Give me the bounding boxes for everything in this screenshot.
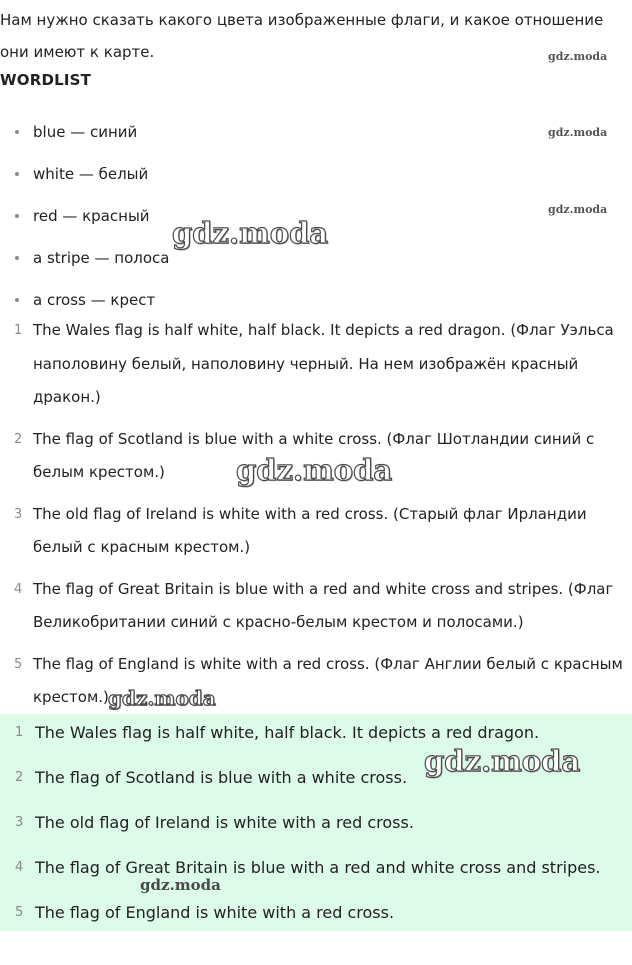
watermark: gdz.moda <box>236 453 393 487</box>
answer-text: The flag of England is white with a red cross. (Флаг Англии белый с красным крестом.) <box>33 654 623 706</box>
short-answer-number: 4 <box>15 860 24 875</box>
answer-number: 2 <box>14 431 23 447</box>
short-answer-number: 3 <box>15 815 24 830</box>
wordlist-item <box>0 111 169 153</box>
short-answer-number: 2 <box>15 770 24 785</box>
short-answer-text: The flag of Great Britain is blue with a red and white cross and stripes. <box>35 858 601 877</box>
watermark: gdz.moda <box>424 744 581 778</box>
short-answer-text: The Wales flag is half white, half black. It depicts a red dragon. <box>35 723 540 742</box>
answer-list <box>0 314 630 723</box>
answer-item <box>0 498 630 565</box>
bullet-icon <box>15 214 19 218</box>
bullet-icon <box>15 172 19 176</box>
short-answer-item <box>0 759 632 804</box>
wordlist-item-text: a stripe — полоса <box>33 249 170 267</box>
short-answer-text: The old flag of Ireland is white with a red cross. <box>35 813 414 832</box>
answer-text: The Wales flag is half white, half black. It depicts a red dragon. (Флаг Уэльса наполовину белый, наполовину черный. На нем изображён красный дракон.) <box>33 321 614 406</box>
answer-item <box>0 573 630 640</box>
short-answer-number: 1 <box>15 725 24 740</box>
wordlist-item-text: blue — синий <box>33 123 138 141</box>
wordlist <box>0 111 169 321</box>
watermark: gdz.moda <box>548 126 608 139</box>
short-answer-item <box>0 894 632 939</box>
wordlist-item <box>0 237 169 279</box>
answer-number: 3 <box>14 506 23 522</box>
wordlist-item-text: red — красный <box>33 207 150 225</box>
intro-text: Нам нужно сказать какого цвета изображенные флаги, и какое отношение они имеют к карте. <box>0 11 604 61</box>
short-answer-item <box>0 804 632 849</box>
answer-item <box>0 423 630 490</box>
short-answer-item <box>0 714 632 759</box>
short-answer-number: 5 <box>15 905 24 920</box>
wordlist-heading: WORDLIST <box>0 71 92 89</box>
watermark: gdz.moda <box>140 876 221 894</box>
answer-text: The flag of Scotland is blue with a white cross. (Флаг Шотландии синий с белым крестом.) <box>33 429 595 481</box>
wordlist-item-text: white — белый <box>33 165 149 183</box>
bullet-icon <box>15 130 19 134</box>
wordlist-item <box>0 153 169 195</box>
answer-item <box>0 648 630 715</box>
watermark: gdz.moda <box>108 686 216 710</box>
watermark: gdz.moda <box>548 50 608 63</box>
wordlist-item <box>0 195 169 237</box>
bullet-icon <box>15 256 19 260</box>
answer-number: 4 <box>14 581 23 597</box>
answer-number: 1 <box>14 323 23 338</box>
short-answer-list <box>0 714 632 939</box>
answer-text: The flag of Great Britain is blue with a red and white cross and stripes. (Флаг Великобритании синий с красно-белым крестом и полосами.) <box>33 579 614 631</box>
short-answer-item <box>0 849 632 894</box>
answer-text: The old flag of Ireland is white with a red cross. (Старый флаг Ирландии белый с красным крестом.) <box>33 504 587 556</box>
short-answer-text: The flag of Scotland is blue with a white cross. <box>35 768 408 787</box>
watermark: gdz.moda <box>172 216 329 250</box>
answer-item <box>0 314 630 415</box>
wordlist-item-text: a cross — крест <box>33 291 156 309</box>
answer-number: 5 <box>14 656 23 672</box>
short-answer-text: The flag of England is white with a red cross. <box>35 903 395 922</box>
watermark: gdz.moda <box>548 203 608 216</box>
bullet-icon <box>15 298 19 302</box>
